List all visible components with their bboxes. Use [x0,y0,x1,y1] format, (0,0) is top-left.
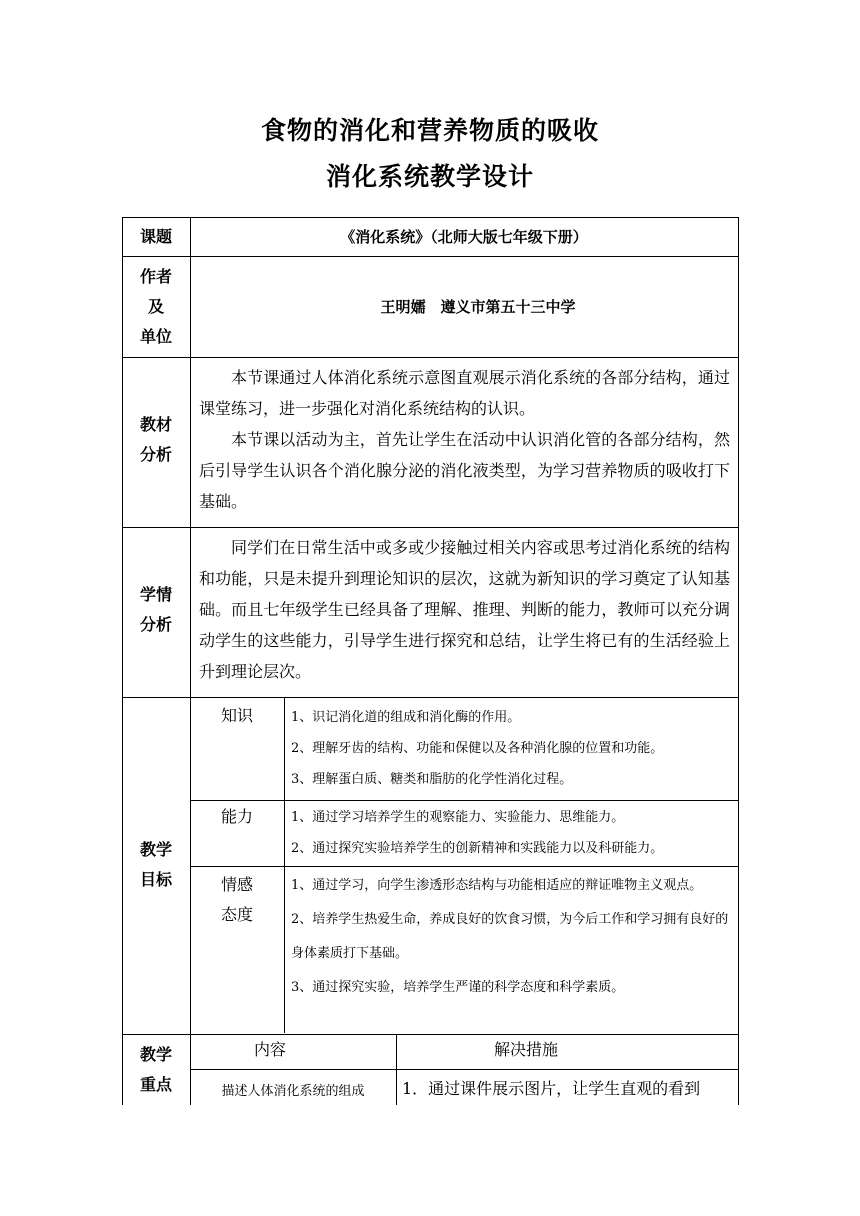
row-line-4 [122,697,739,698]
key-points-label-line2: 重点 [139,1075,172,1094]
topic-label: 课题 [139,227,172,246]
row-line-1 [122,256,739,257]
row-line-top [122,217,739,218]
attitude-item-3: 3、通过探究实验，培养学生严谨的科学态度和科学素质。 [291,980,625,995]
material-paragraph-2: 本节课以活动为主，首先让学生在活动中认识消化管的各部分结构，然后引导学生认识各个消化腺分泌的消化液类型，为学习营养物质的吸收打下基础。 [199,430,730,511]
solution-column-header: 解决措施 [493,1040,558,1059]
topic-value: 《消化系统》（北师大版七年级下册） [340,228,588,246]
key-point-header-line [190,1069,739,1070]
material-label-line2: 分析 [139,445,172,464]
goals-label-line2: 目标 [139,870,172,889]
knowledge-label: 知识 [220,706,253,725]
ability-items [291,802,735,864]
students-label-line2: 分析 [139,615,172,634]
goals-label [122,835,190,895]
goal-line-1 [190,800,739,801]
ability-label: 能力 [220,807,253,826]
page-subtitle: 消化系统教学设计 [325,162,534,191]
knowledge-items [291,702,735,795]
goals-label-line1: 教学 [139,840,172,859]
attitude-item-1: 1、通过学习，向学生渗透形态结构与功能相适应的辩证唯物主义观点。 [291,878,703,893]
page-title: 食物的消化和营养物质的吸收 [260,116,599,145]
key-points-label-line1: 教学 [139,1045,172,1064]
key-point-content: 描述人体消化系统的组成 [221,1084,365,1099]
ability-item-1: 1、通过学习培养学生的观察能力、实验能力、思维能力。 [291,810,625,825]
key-points-label [122,1040,190,1100]
attitude-item-2: 2、培养学生热爱生命，养成良好的饮食习惯，为今后工作和学习拥有良好的身体素质打下基础。 [291,912,729,961]
row-line-5 [122,1034,739,1035]
attitude-label-line2: 态度 [220,905,253,924]
students-paragraph-1: 同学们在日常生活中或多或少接触过相关内容或思考过消化系统的结构和功能，只是未提升到理论知识的层次，这就为新知识的学习奠定了认知基础。而且七年级学生已经具备了理解、推理、判断的能力，教师可以充分调动学生的这些能力，引导学生进行探究和总结，让学生将已有的生活经验上升到理论层次。 [199,538,730,681]
attitude-label [190,870,284,930]
key-point-solution: 1．通过课件展示图片，让学生直观的看到 [402,1079,701,1098]
students-label [122,580,190,640]
author-label [122,262,190,352]
table-border-right [738,217,739,1105]
students-text [199,532,730,687]
material-paragraph-1: 本节课通过人体消化系统示意图直观展示消化系统的各部分结构，通过课堂练习，进一步强化对消化系统结构的认识。 [199,368,730,418]
author-label-line1: 作者 [139,267,172,286]
label-column-divider [190,217,191,1105]
author-label-line2: 及 [147,297,164,316]
knowledge-item-3: 3、理解蛋白质、糖类和脂肪的化学性消化过程。 [291,772,573,787]
goal-sub-divider [284,697,285,1033]
knowledge-item-2: 2、理解牙齿的结构、功能和保健以及各种消化腺的位置和功能。 [291,741,664,756]
ability-item-2: 2、通过探究实验培养学生的创新精神和实践能力以及科研能力。 [291,841,664,856]
attitude-items [291,869,731,1005]
row-line-2 [122,357,739,358]
material-label [122,410,190,470]
attitude-label-line1: 情感 [220,875,253,894]
content-column-header: 内容 [253,1040,286,1059]
author-value: 王明嬬 遵义市第五十三中学 [380,298,576,316]
knowledge-item-1: 1、识记消化道的组成和消化酶的作用。 [291,710,521,725]
material-text [199,362,730,517]
material-label-line1: 教材 [139,415,172,434]
row-line-3 [122,527,739,528]
author-label-line3: 单位 [139,327,172,346]
students-label-line1: 学情 [139,585,172,604]
goal-line-2 [190,866,739,867]
